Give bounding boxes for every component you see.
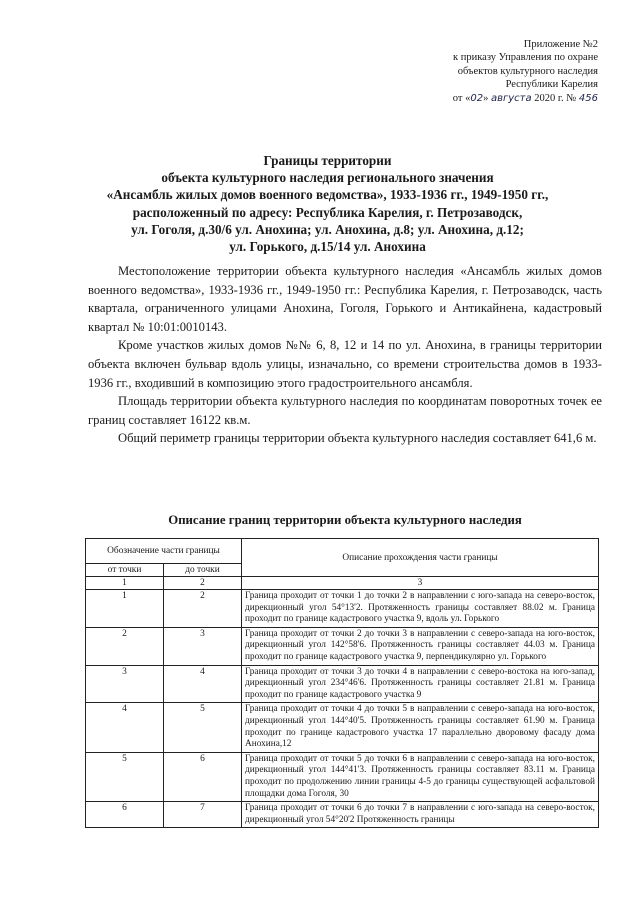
to-point-cell: 2 (164, 590, 242, 628)
description-cell: Граница проходит от точки 4 до точки 5 в направлении с северо-запада на юго-восток, дирекционный угол 144°40'5. Протяженность границы составляет 61.90 м. Граница проходит по границе кадастрового участка 17 параллельно дворовому фасаду дома Анохина,12 (242, 703, 599, 752)
from-point-cell: 2 (86, 627, 164, 665)
title-line: ул. Горького, д.15/14 ул. Анохина (229, 239, 426, 255)
appendix-line: к приказу Управления по охране (453, 52, 598, 64)
date-mid: » (483, 92, 489, 104)
from-point-cell: 5 (86, 752, 164, 801)
to-point-cell: 5 (164, 703, 242, 752)
description-cell: Граница проходит от точки 5 до точки 6 в направлении с северо-запада на юго-восток, дирекционный угол 144°41'3. Протяженность границы составляет 83.11 м. Граница проходит по продолжению линии границы 4-5 до границы существующей асфальтовой площадки дома Гоголя, 30 (242, 752, 599, 801)
description-cell: Граница проходит от точки 1 до точки 2 в направлении с юго-запада на северо-восток, дирекционный угол 54°13'2. Протяженность границы составляет 88.02 м. Граница проходит по границе кадастрового участка 9, вдоль ул. Горького (242, 590, 599, 628)
appendix-line: Приложение №2 (523, 39, 598, 50)
header-from-point: от точки (86, 564, 164, 577)
handwritten-order-number: 456 (578, 92, 598, 104)
appendix-block (378, 38, 598, 105)
paragraph-boulevard: Кроме участков жилых домов №№ 6, 8, 12 и 14 по ул. Анохина, в границы территории объекта включен бульвар вдоль улицы, изначально, со времени строительства домов в 1933-1936 гг., входивший в композицию этого градостроительного ансамбля. (88, 338, 602, 390)
to-point-cell: 6 (164, 752, 242, 801)
column-number-row (86, 577, 599, 590)
appendix-date-line (378, 92, 598, 105)
document-title (70, 152, 585, 255)
column-number: 3 (242, 577, 599, 590)
to-point-cell: 4 (164, 665, 242, 703)
title-line: «Ансамбль жилых домов военного ведомства», 1933-1936 гг., 1949-1950 гг., (106, 187, 549, 203)
table-row (86, 665, 599, 703)
from-point-cell: 1 (86, 590, 164, 628)
paragraph-location: Местоположение территории объекта культурного наследия «Ансамбль жилых домов военного ведомства», 1933-1936 гг., 1949-1950 гг.: Республика Карелия, г. Петрозаводск, часть квартала, ограниченного улицами Анохина, Гоголя, Горького и Антикайнена, кадастровый квартал № 10:01:0010143. (88, 264, 602, 334)
table-row (86, 703, 599, 752)
column-number: 1 (86, 577, 164, 590)
from-point-cell: 6 (86, 802, 164, 828)
paragraph-perimeter: Общий периметр границы территории объекта культурного наследия составляет 641,6 м. (118, 431, 597, 446)
header-to-point: до точки (164, 564, 242, 577)
column-number: 2 (164, 577, 242, 590)
table-row (86, 590, 599, 628)
header-description: Описание прохождения части границы (242, 539, 599, 577)
section-heading: Описание границ территории объекта культурного наследия (168, 513, 522, 527)
description-cell: Граница проходит от точки 6 до точки 7 в направлении с юго-запада на северо-восток, дирекционный угол 54°20'2 Протяженность границы (242, 802, 599, 828)
appendix-line: Республики Карелия (505, 79, 598, 91)
to-point-cell: 3 (164, 627, 242, 665)
body-text (88, 262, 602, 448)
description-cell: Граница проходит от точки 3 до точки 4 в направлении с северо-востока на юго-запад, дирекционный угол 234°46'6. Протяженность границы составляет 21.81 м. Граница проходит по границе кадастрового участка 9 (242, 665, 599, 703)
table-row (86, 802, 599, 828)
appendix-line: объектов культурного наследия (457, 65, 598, 77)
handwritten-month: августа (490, 92, 532, 104)
to-point-cell: 7 (164, 802, 242, 828)
table-header-row (86, 539, 599, 564)
date-prefix: от « (452, 92, 471, 104)
handwritten-day: 02 (470, 92, 484, 104)
title-line: расположенный по адресу: Республика Карелия, г. Петрозаводск, (132, 204, 523, 220)
header-boundary-part: Обозначение части границы (86, 539, 242, 564)
date-year: 2020 г. № (534, 92, 577, 104)
paragraph-area: Площадь территории объекта культурного наследия по координатам поворотных точек ее границ составляет 16122 кв.м. (88, 394, 602, 427)
title-line: объекта культурного наследия регионального значения (161, 170, 494, 186)
from-point-cell: 3 (86, 665, 164, 703)
table-row (86, 752, 599, 801)
from-point-cell: 4 (86, 703, 164, 752)
title-line: Границы территории (263, 153, 392, 168)
description-cell: Граница проходит от точки 2 до точки 3 в направлении с северо-запада на юго-восток, дирекционный угол 142°58'6. Протяженность границы составляет 44.03 м. Граница проходит по границе кадастрового участка 9, перпендикулярно ул. Горького (242, 627, 599, 665)
boundary-table (85, 538, 599, 828)
title-line: ул. Гоголя, д.30/6 ул. Анохина; ул. Анохина, д.8; ул. Анохина, д.12; (131, 221, 524, 237)
table-row (86, 627, 599, 665)
